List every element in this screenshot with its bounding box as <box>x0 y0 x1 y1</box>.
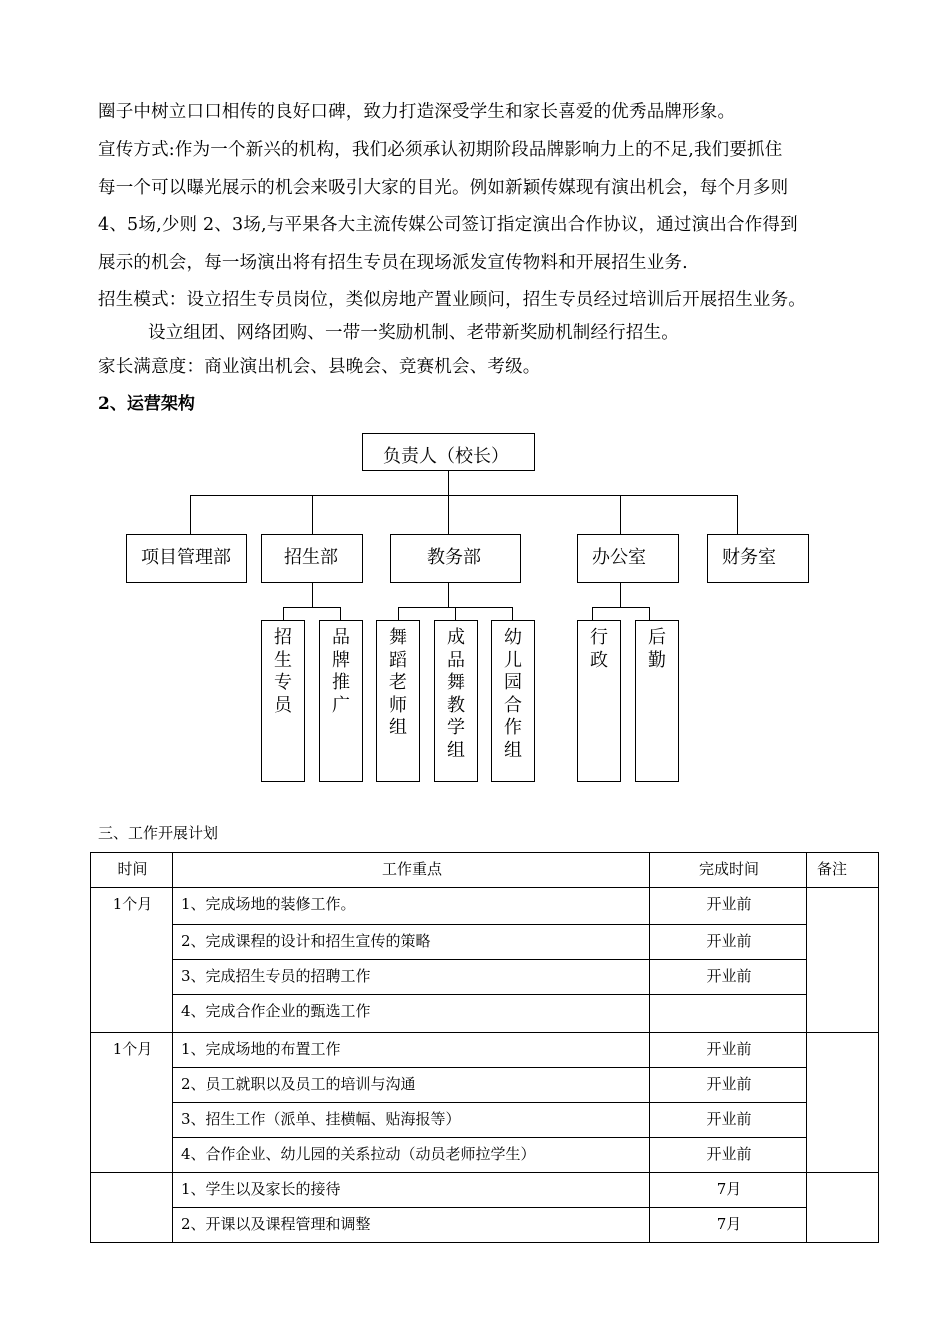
subunit-choreography-teaching <box>434 620 478 782</box>
work-plan-table <box>90 852 879 1243</box>
notes-cell <box>807 1173 879 1243</box>
dept-box-academic: 教务部 <box>390 534 521 583</box>
table-row <box>91 1138 879 1173</box>
subunit-label: 招 生 专 员 <box>274 627 292 716</box>
task-cell: 1、学生以及家长的接待 <box>173 1173 650 1208</box>
paragraph-line: 展示的机会，每一场演出将有招生专员在现场派发宣传物料和开展招生业务. <box>98 253 688 273</box>
table-header-row <box>91 853 879 888</box>
done-cell <box>650 995 807 1033</box>
connector-line <box>592 607 593 621</box>
connector-line <box>455 607 456 621</box>
subunit-dance-teachers <box>376 620 420 782</box>
connector-line <box>512 607 513 621</box>
subunit-logistics <box>635 620 679 782</box>
task-cell: 2、完成课程的设计和招生宣传的策略 <box>173 925 650 960</box>
task-cell: 1、完成场地的装修工作。 <box>173 888 650 925</box>
done-cell: 开业前 <box>650 1103 807 1138</box>
connector-line <box>448 583 449 607</box>
task-cell: 4、完成合作企业的甄选工作 <box>173 995 650 1033</box>
done-cell: 开业前 <box>650 888 807 925</box>
header-focus: 工作重点 <box>173 853 650 888</box>
dept-box-enrollment: 招生部 <box>261 534 363 583</box>
connector-line <box>312 583 313 607</box>
time-cell <box>91 1173 173 1243</box>
done-cell: 开业前 <box>650 1033 807 1068</box>
connector-line <box>737 495 738 534</box>
task-cell: 2、开课以及课程管理和调整 <box>173 1208 650 1243</box>
table-row <box>91 1208 879 1243</box>
table-row <box>91 995 879 1033</box>
paragraph-line: 家长满意度：商业演出机会、县晚会、竞赛机会、考级。 <box>98 357 541 377</box>
org-root-box: 负责人（校长） <box>362 433 535 471</box>
dept-box-project: 项目管理部 <box>126 534 247 583</box>
task-cell: 3、招生工作（派单、挂横幅、贴海报等） <box>173 1103 650 1138</box>
table-row <box>91 925 879 960</box>
header-time: 时间 <box>91 853 173 888</box>
connector-line <box>283 607 284 621</box>
paragraph-line: 招生模式：设立招生专员岗位，类似房地产置业顾问，招生专员经过培训后开展招生业务。 <box>98 290 806 310</box>
subunit-label: 后 勤 <box>648 627 666 671</box>
subunit-enrollment-staff <box>261 620 305 782</box>
done-cell: 7月 <box>650 1208 807 1243</box>
connector-line <box>620 583 621 607</box>
subunit-label: 幼 儿 园 合 作 组 <box>504 627 522 761</box>
connector-line <box>649 607 650 621</box>
table-row <box>91 1103 879 1138</box>
section-heading-plan: 三、工作开展计划 <box>98 824 219 842</box>
notes-cell <box>807 888 879 1033</box>
connector-line <box>312 495 313 534</box>
paragraph-line: 每一个可以曝光展示的机会来吸引大家的目光。例如新颖传媒现有演出机会，每个月多则 <box>98 178 789 198</box>
done-cell: 开业前 <box>650 960 807 995</box>
section-heading-org: 2、运营架构 <box>98 394 195 414</box>
connector-line <box>283 607 340 608</box>
header-completion: 完成时间 <box>650 853 807 888</box>
connector-line <box>592 607 649 608</box>
connector-line <box>448 471 449 495</box>
done-cell: 7月 <box>650 1173 807 1208</box>
done-cell: 开业前 <box>650 925 807 960</box>
paragraph-line: 宣传方式:作为一个新兴的机构，我们必须承认初期阶段品牌影响力上的不足,我们要抓住 <box>98 140 783 160</box>
task-cell: 3、完成招生专员的招聘工作 <box>173 960 650 995</box>
done-cell: 开业前 <box>650 1138 807 1173</box>
table-row <box>91 1173 879 1208</box>
connector-line <box>190 495 738 496</box>
subunit-label: 成 品 舞 教 学 组 <box>447 627 465 761</box>
header-notes: 备注 <box>807 853 879 888</box>
table-row <box>91 888 879 925</box>
connector-line <box>448 495 449 534</box>
paragraph-line: 圈子中树立口口相传的良好口碑，致力打造深受学生和家长喜爱的优秀品牌形象。 <box>98 102 736 122</box>
subunit-label: 行 政 <box>590 627 608 671</box>
subunit-brand-promotion <box>319 620 363 782</box>
notes-cell <box>807 1033 879 1173</box>
table-row <box>91 960 879 995</box>
task-cell: 2、员工就职以及员工的培训与沟通 <box>173 1068 650 1103</box>
table-row <box>91 1033 879 1068</box>
dept-box-finance: 财务室 <box>707 534 809 583</box>
task-cell: 1、完成场地的布置工作 <box>173 1033 650 1068</box>
table-row <box>91 1068 879 1103</box>
paragraph-line: 4、5场,少则 2、3场,与平果各大主流传媒公司签订指定演出合作协议，通过演出合作得到 <box>98 215 798 235</box>
subunit-label: 品 牌 推 广 <box>332 627 350 716</box>
subunit-kindergarten-cooperation <box>491 620 535 782</box>
time-cell: 1个月 <box>91 1033 173 1173</box>
connector-line <box>620 495 621 534</box>
subunit-administration <box>577 620 621 782</box>
task-cell: 4、合作企业、幼儿园的关系拉动（动员老师拉学生） <box>173 1138 650 1173</box>
dept-box-office: 办公室 <box>577 534 679 583</box>
time-cell: 1个月 <box>91 888 173 1033</box>
subunit-label: 舞 蹈 老 师 组 <box>389 627 407 738</box>
done-cell: 开业前 <box>650 1068 807 1103</box>
paragraph-line: 设立组团、网络团购、一带一奖励机制、老带新奖励机制经行招生。 <box>148 323 679 343</box>
connector-line <box>190 495 191 534</box>
connector-line <box>398 607 399 621</box>
connector-line <box>340 607 341 621</box>
